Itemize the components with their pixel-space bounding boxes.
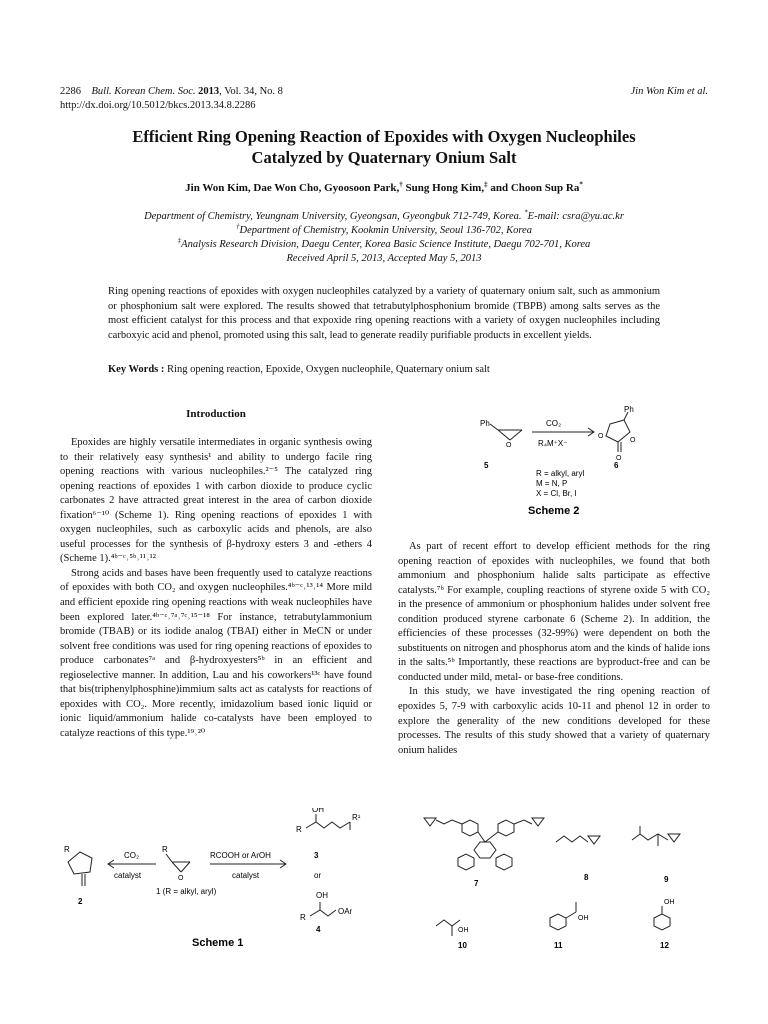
title-line-1: Efficient Ring Opening Reaction of Epoxides with Oxygen Nucleophiles (132, 127, 636, 146)
scheme1-r-4: R (300, 913, 306, 922)
intro-paragraph-1: Epoxides are highly versatile intermediates in organic synthesis owing to their relatively easy synthesis¹ and ability to undergo facile ring opening reactions with various nucleophiles.²⁻⁵ The catalyzed ring opening reactions of epoxides 1 with carbon dioxide to produce cyclic carbonates 2 have attracted great interest in the area of carbon dioxide fixation⁶⁻¹⁰ (Scheme 1). Ring opening reactions of epoxides 1 with oxygen nucleophiles, such as carboxylic acids and phenols, are also useful processes for the synthesis of β-hydroxy esters 3 and -ethers 4 (Scheme 1).⁴ᵇ⁻ᶜ˒⁵ᵇ˒¹¹˒¹² (60, 437, 372, 565)
compound-label-12: 12 (660, 941, 669, 950)
compound-label-9: 9 (664, 875, 669, 884)
compound-label-7: 7 (474, 879, 479, 888)
scheme2-carbonyl-o: O (616, 455, 622, 462)
page-number: 2286 (60, 86, 81, 97)
scheme1-reagent-right: RCOOH or ArOH (210, 851, 271, 860)
scheme1-oar-4: OAr (338, 907, 353, 916)
scheme2-label-5: 5 (484, 461, 489, 470)
affiliation-1: Department of Chemistry, Yeungnam University, Gyeongsan, Gyeongbuk 712-749, Korea. (144, 211, 522, 222)
affiliation-2: Department of Chemistry, Kookmin University, Seoul 136-702, Korea (239, 225, 532, 236)
journal-year: 2013 (198, 86, 220, 97)
doi-link[interactable]: http://dx.doi.org/10.5012/bkcs.2013.34.8.2286 (60, 100, 256, 111)
scheme1-r-2: R (64, 845, 70, 854)
keywords (108, 364, 668, 375)
scheme1-epoxide-o: O (178, 875, 184, 882)
scheme2-condition-2: M = N, P (536, 479, 568, 488)
keywords-label: Key Words : (108, 364, 165, 375)
c10-oh: OH (458, 927, 469, 934)
left-column (60, 436, 372, 741)
c7-ring-left (462, 820, 478, 836)
received-dates: Received April 5, 2013, Accepted May 5, 2013 (286, 253, 482, 264)
scheme2-product-o2: O (630, 437, 636, 444)
c7-ring-right (498, 820, 514, 836)
scheme1-label-4: 4 (316, 925, 321, 934)
authors-part-2: Sung Hong Kim, (402, 182, 485, 194)
scheme2-condition-3: X = Cl, Br, I (536, 489, 577, 498)
c11-oh: OH (578, 915, 589, 922)
running-header-left (60, 86, 283, 97)
affiliation-email[interactable]: E-mail: csra@yu.ac.kr (527, 211, 624, 222)
scheme1-oh-3: OH (312, 808, 324, 814)
scheme2-reagent-bottom: R₄M⁺X⁻ (538, 439, 568, 448)
title-line-2: Catalyzed by Quaternary Onium Salt (251, 148, 517, 167)
scheme1-catalyst-left: catalyst (114, 871, 142, 880)
affiliations: Department of Chemistry, Yeungnam University, Gyeongsan, Gyeongbuk 712-749, Korea. *E-mail: csra@yu.ac.kr †Department of Chemistry, Kookmin University, Seoul 136-702, Korea ‡Analysis Research Division, Daegu Center, Korea Basic Science Institute, Daegu 702-701, Korea Received April 5, 2013, Accepted May 5, 2013 (60, 210, 708, 266)
scheme1-oh-4: OH (316, 891, 328, 900)
compound-label-8: 8 (584, 873, 589, 882)
scheme2-product-o1: O (598, 433, 604, 440)
scheme1-label-3: 3 (314, 851, 319, 860)
scheme-1-figure (60, 808, 372, 950)
scheme2-label-6: 6 (614, 461, 619, 470)
scheme1-r-1: R (162, 845, 168, 854)
scheme1-label-2: 2 (78, 897, 83, 906)
author-list: Jin Won Kim, Dae Won Cho, Gyoosoon Park,† Sung Hong Kim,‡ and Choon Sup Ra* (185, 180, 583, 194)
compounds-figure (398, 806, 710, 952)
scheme1-r1-3: R¹ (352, 813, 361, 822)
scheme2-o-label: O (506, 442, 512, 449)
keywords-text: Ring opening reaction, Epoxide, Oxygen nucleophile, Quaternary onium salt (164, 364, 490, 375)
compound-label-11: 11 (554, 941, 563, 950)
scheme1-co2: CO₂ (124, 851, 140, 860)
intro-paragraph-2: Strong acids and bases have been frequently used to catalyze reactions of epoxides with both CO₂ and oxygen nucleophiles.⁴ᵇ⁻ᶜ˒¹³˒¹⁴ More mild and efficient epoxide ring opening reactions with weak nucleophiles have been explored later.⁴ᵇ⁻ᶜ˒⁷ᵃ˒⁷ᶜ˒¹⁵⁻¹⁸ For instance, tetrabutylammonium bromide (TBAB) or its iodide analog (TBAI) either in MeCN or under solvent free conditions was used for ring opening reactions of epoxides to produce carbonates⁷ᵃ and β-hydroxyesters⁵ᵇ in an efficient and regioselective manner. In addition, Lau and his coworkers¹³ᶜ have found that bis(triphenylphosphine)immium salts act as catalysts for reactions of epoxides with CO₂. More recently, imidazolium based ionic liquid or ionic liquid/ammonium halide co-catalysts have been employed to catalyze reactions of this type.¹⁹˒²⁰ (60, 567, 372, 739)
c12-oh: OH (664, 899, 675, 906)
right-paragraph-1: As part of recent effort to develop efficient methods for the ring opening reaction of epoxides with nucleophiles, we found that both ammonium and phosphonium halide salts participate as effective catalysts.⁷ᵇ For example, coupling reactions of styrene oxide 5 with CO₂ in the presence of ammonium or phosphonium halides under solvent free condition produced styrene carbonate 6 (Scheme 2). In addition, the efficiencies of these processes (32-99%) were dependent on both the substituents on nitrogen and phosphorus atom and the kinds of halide ions in the salts.⁵ᵇ Importantly, these reactions are byproduct-free and can be conducted under mild, metal- or base-free conditions. (398, 541, 710, 683)
scheme2-ph-reactant: Ph (480, 419, 490, 428)
compound-label-10: 10 (458, 941, 467, 950)
right-column (398, 540, 710, 758)
scheme1-r-3: R (296, 825, 302, 834)
section-heading-introduction: Introduction (186, 408, 246, 420)
scheme1-label-1: 1 (R = alkyl, aryl) (156, 887, 217, 896)
scheme1-or: or (314, 871, 322, 880)
right-paragraph-2: In this study, we have investigated the ring opening reaction of epoxides 5, 7-9 with carboxylic acids 10-11 and phenol 12 in order to explore the generality of the new conditions developed for these processes. The results of this study showed that a variety of quaternary onium halides (398, 686, 710, 756)
abstract: Ring opening reactions of epoxides with oxygen nucleophiles catalyzed by a variety of quaternary onium salt, such as ammonium or phosphonium salt were explored. The results showed that tetrabutylphosphonium bromide (TBPB) among salts serves as the most efficient catalyst for this process and that expoxide ring opening reactions with a variety of oxygen nucleophiles including carboxyic acid and phenol, promoted using this salt, lead to generate readily purifiable products in excellent yields. (108, 286, 660, 341)
journal-volume: , Vol. 34, No. 8 (219, 86, 283, 97)
running-header-right: Jin Won Kim et al. (630, 86, 708, 97)
affiliation-3: Analysis Research Division, Daegu Center, Korea Basic Science Institute, Daegu 702-701, Korea (181, 239, 591, 250)
journal-name: Bull. Korean Chem. Soc. (91, 86, 196, 97)
scheme1-catalyst-right: catalyst (232, 871, 260, 880)
scheme2-reagent-top: CO₂ (546, 419, 562, 428)
scheme1-caption: Scheme 1 (192, 937, 244, 949)
paper-title (60, 126, 708, 168)
scheme2-ph-product: Ph (624, 405, 634, 414)
scheme2-caption: Scheme 2 (528, 505, 580, 515)
authors-part-1: Jin Won Kim, Dae Won Cho, Gyoosoon Park, (185, 182, 400, 194)
scheme-2-figure (398, 400, 710, 515)
authors-part-3: and Choon Sup Ra (487, 182, 580, 194)
scheme2-condition-1: R = alkyl, aryl (536, 469, 585, 478)
